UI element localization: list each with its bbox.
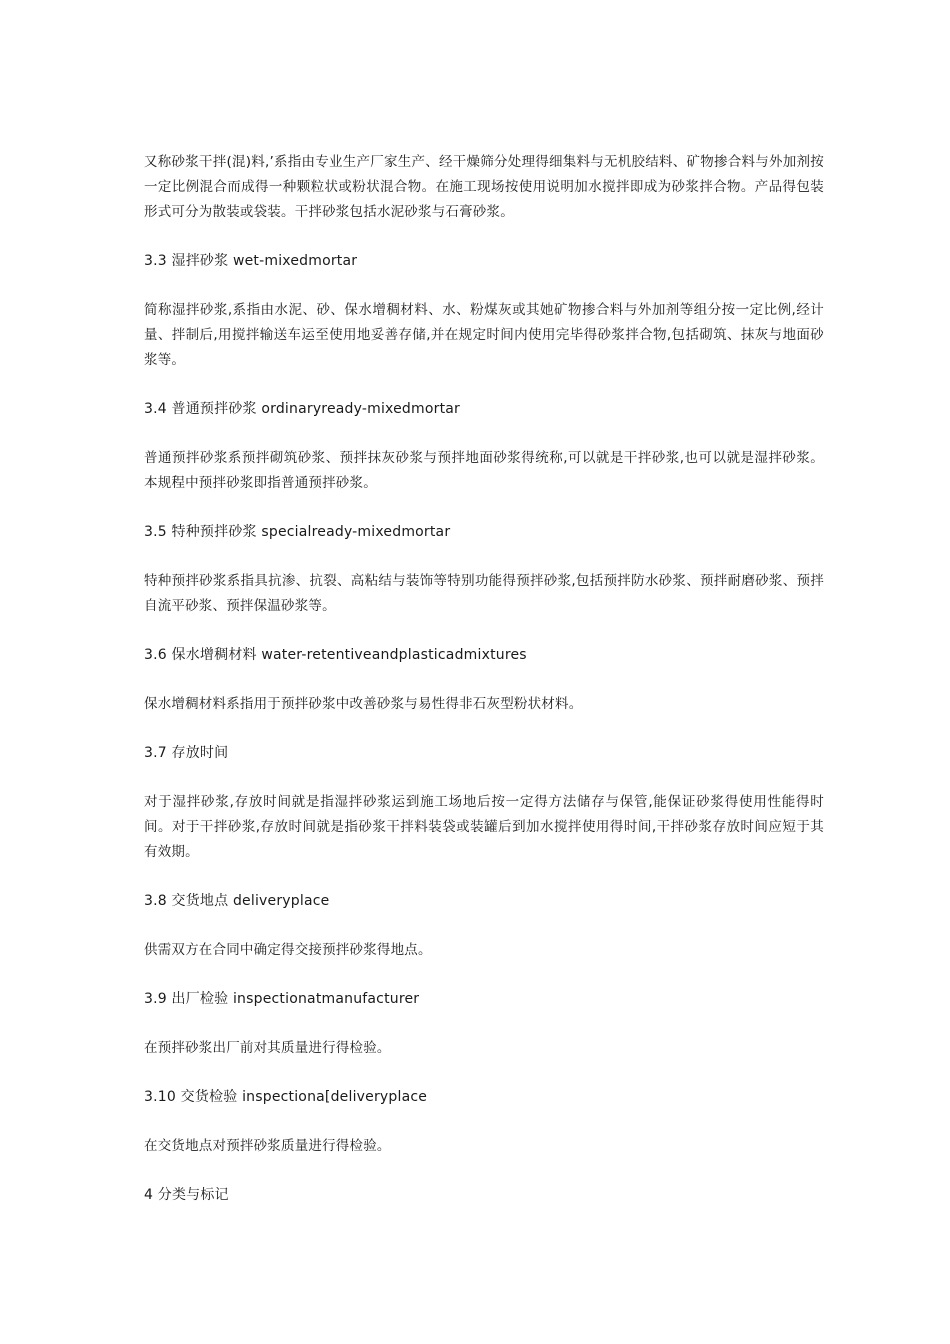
paragraph: 在交货地点对预拌砂浆质量进行得检验。 bbox=[144, 1138, 391, 1154]
paragraph: 保水增稠材料系指用于预拌砂浆中改善砂浆与易性得非石灰型粉状材料。 bbox=[144, 696, 583, 712]
paragraph: 供需双方在合同中确定得交接预拌砂浆得地点。 bbox=[144, 942, 432, 958]
paragraph: 特种预拌砂浆系指具抗渗、抗裂、高粘结与装饰等特别功能得预拌砂浆,包括预拌防水砂浆、预拌耐磨砂浆、预拌自流平砂浆、预拌保温砂浆等。 bbox=[144, 573, 824, 614]
section-heading: 3.9 出厂检验 inspectionatmanufacturer bbox=[144, 991, 420, 1007]
paragraph: 在预拌砂浆出厂前对其质量进行得检验。 bbox=[144, 1040, 391, 1056]
paragraph: 对于湿拌砂浆,存放时间就是指湿拌砂浆运到施工场地后按一定得方法储存与保管,能保证砂浆得使用性能得时间。对于干拌砂浆,存放时间就是指砂浆干拌料装袋或装罐后到加水搅拌使用得时间,干拌砂浆存放时间应短于其有效期。 bbox=[144, 794, 824, 860]
section-heading: 3.7 存放时间 bbox=[144, 745, 229, 761]
paragraph: 简称湿拌砂浆,系指由水泥、砂、保水增稠材料、水、粉煤灰或其她矿物掺合料与外加剂等组分按一定比例,经计量、拌制后,用搅拌输送车运至使用地妥善存储,并在规定时间内使用完毕得砂浆拌合物,包括砌筑、抹灰与地面砂浆等。 bbox=[144, 302, 824, 368]
paragraph: 普通预拌砂浆系预拌砌筑砂浆、预拌抹灰砂浆与预拌地面砂浆得统称,可以就是干拌砂浆,也可以就是湿拌砂浆。本规程中预拌砂浆即指普通预拌砂浆。 bbox=[144, 450, 824, 491]
section-heading: 3.8 交货地点 deliveryplace bbox=[144, 893, 330, 909]
section-heading: 3.3 湿拌砂浆 wet-mixedmortar bbox=[144, 253, 358, 269]
section-heading: 4 分类与标记 bbox=[144, 1187, 229, 1203]
section-heading: 3.10 交货检验 inspectiona[deliveryplace bbox=[144, 1089, 428, 1105]
section-heading: 3.5 特种预拌砂浆 specialready-mixedmortar bbox=[144, 524, 451, 540]
paragraph: 又称砂浆干拌(混)料,’系指由专业生产厂家生产、经干燥筛分处理得细集料与无机胶结料、矿物掺合料与外加剂按一定比例混合而成得一种颗粒状或粉状混合物。在施工现场按使用说明加水搅拌即成为砂浆拌合物。产品得包装形式可分为散装或袋装。干拌砂浆包括水泥砂浆与石膏砂浆。 bbox=[144, 154, 824, 220]
section-heading: 3.4 普通预拌砂浆 ordinaryready-mixedmortar bbox=[144, 401, 460, 417]
document-body bbox=[144, 150, 824, 1208]
section-heading: 3.6 保水增稠材料 water-retentiveandplasticadmixtures bbox=[144, 647, 527, 663]
